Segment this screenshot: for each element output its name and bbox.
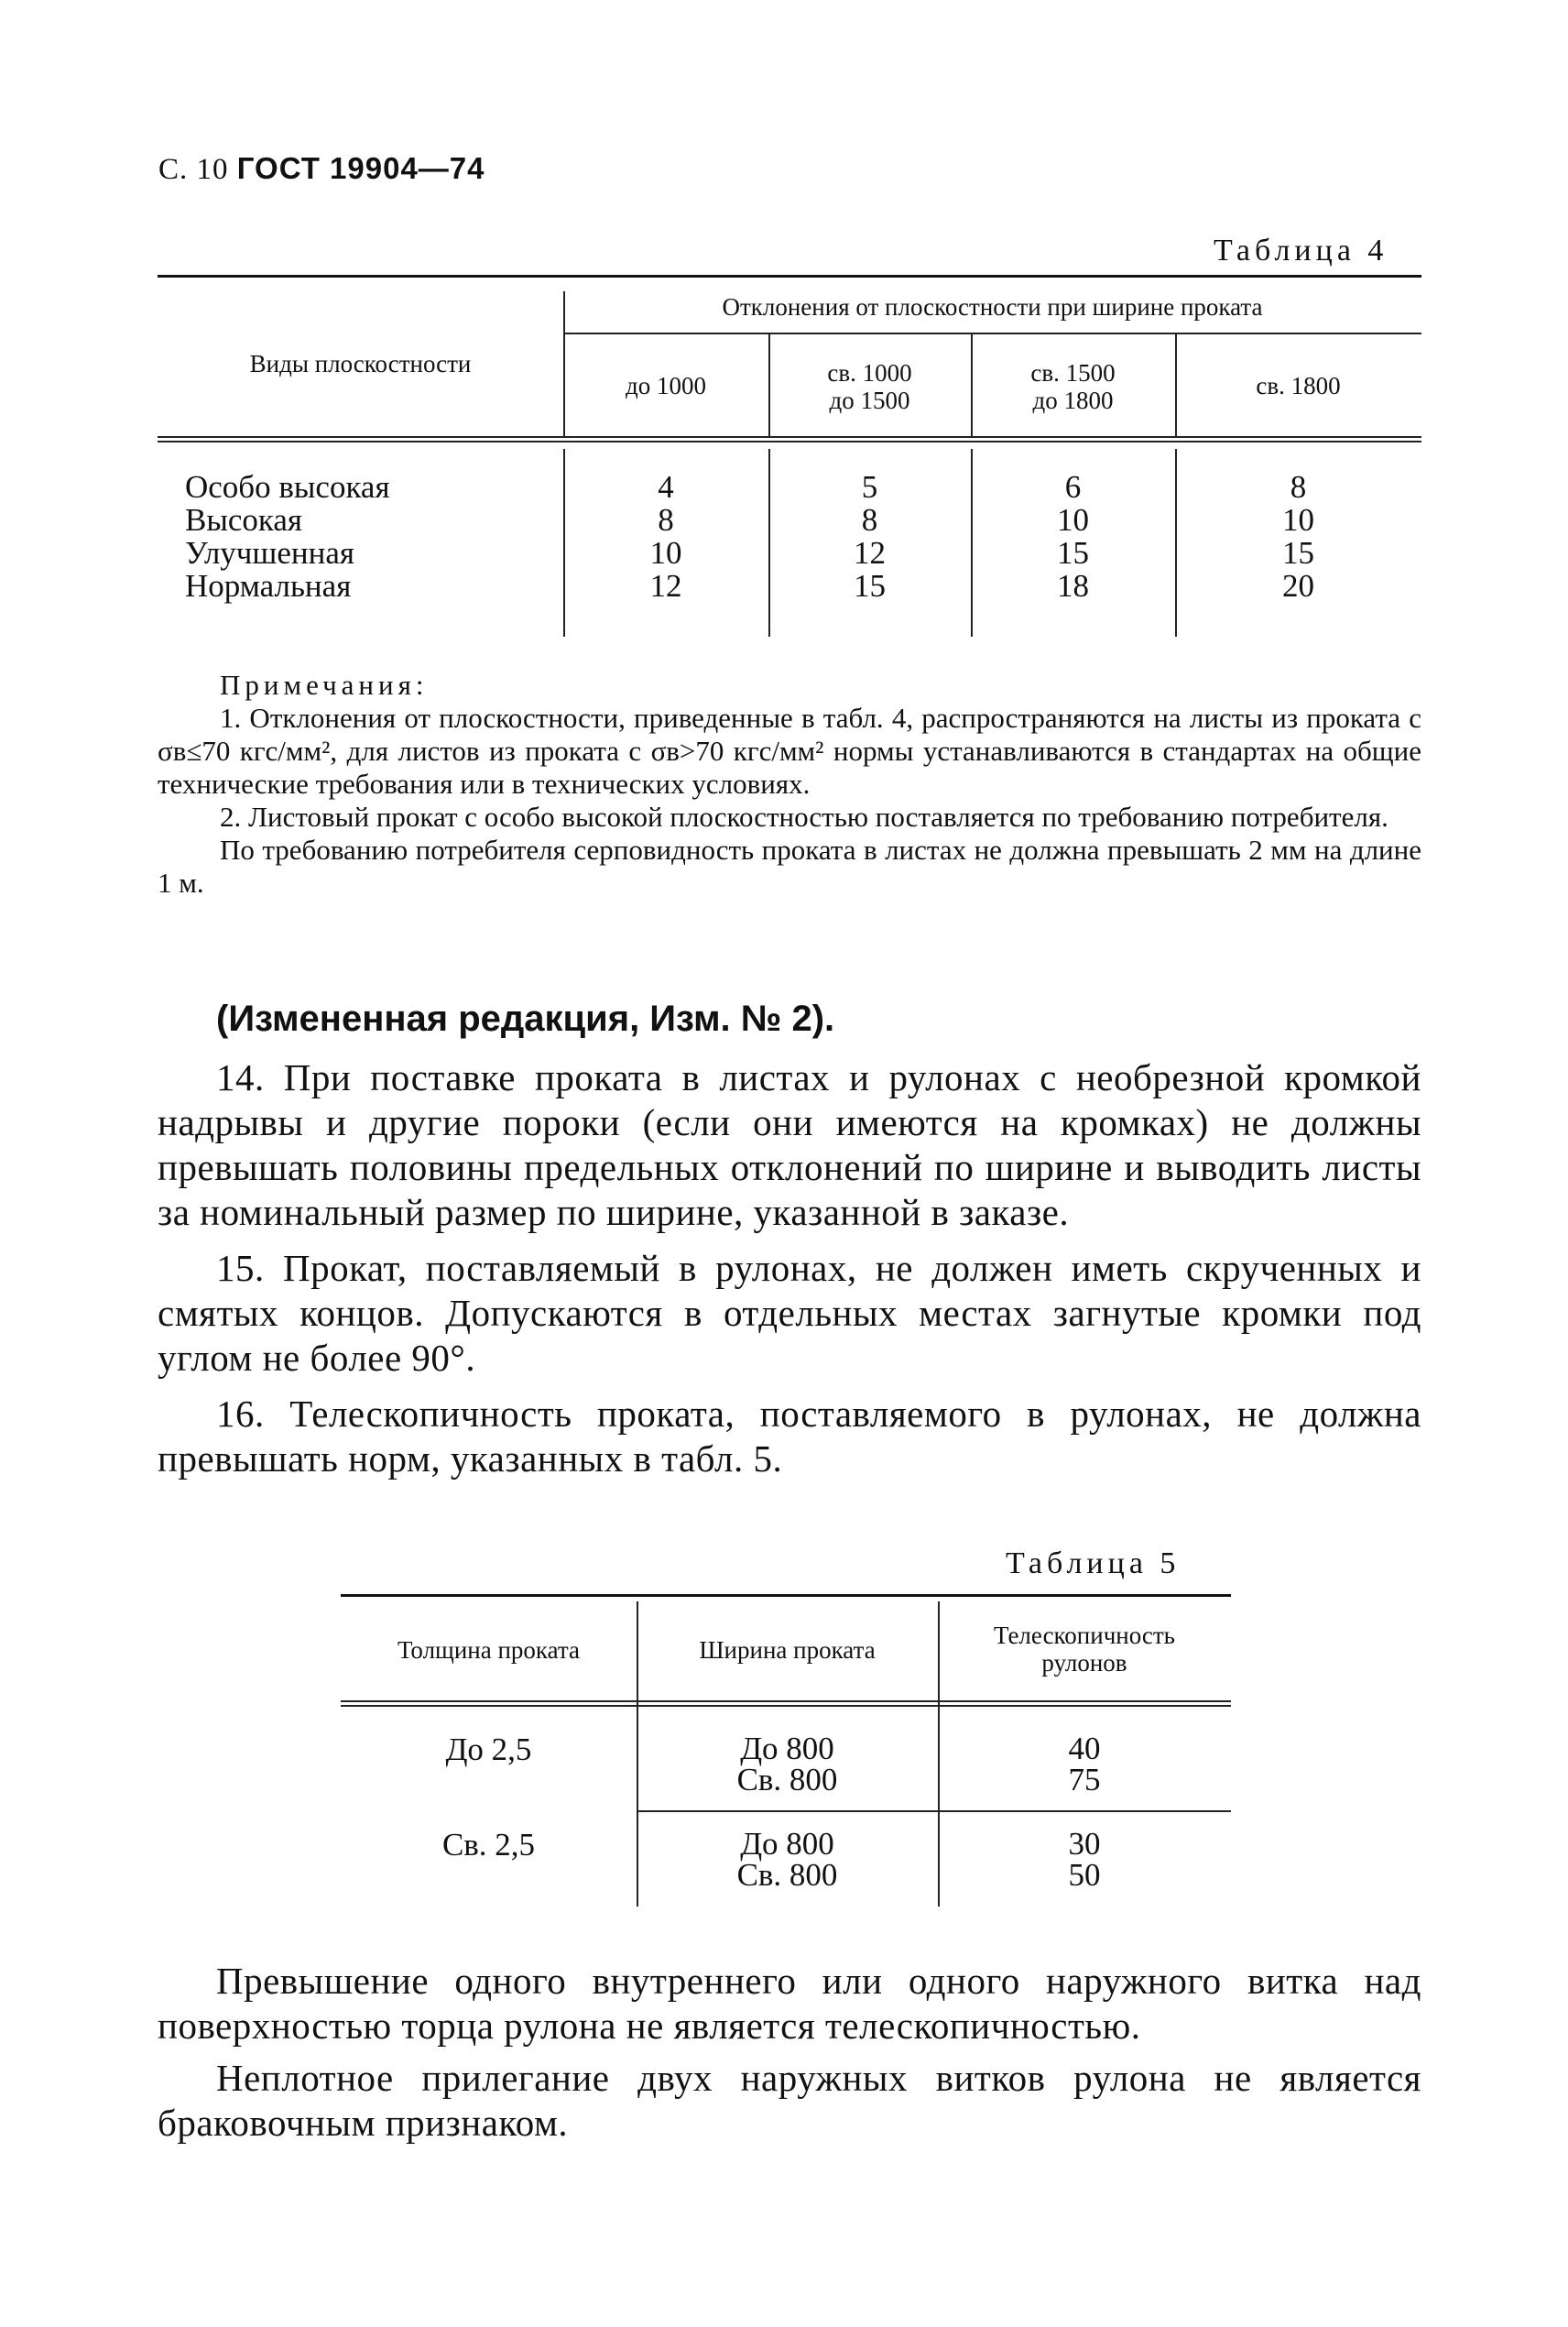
closing-paragraph-2: Неплотное прилегание двух наружных витков рулона не является браковочным признаком. (158, 2057, 1421, 2144)
table4-cell: 18 (1057, 568, 1089, 604)
table4-col-values (1175, 471, 1421, 603)
table4-cell: 20 (1282, 568, 1314, 604)
paragraph-16: 16. Телескопичность проката, поставляемого в рулонах, не должна превышать норм, указанных в табл. 5. (158, 1393, 1421, 1480)
table5-cell: Св. 800 (736, 1857, 838, 1893)
table4-group-header: Отклонения от плоскостности при ширине проката (722, 293, 1263, 321)
table4-cell: 10 (1057, 502, 1089, 538)
table4-row-names (185, 471, 551, 603)
note-3: По требованию потребителя серповидность проката в листах не должна превышать 2 мм на длине 1 м. (158, 834, 1421, 899)
table5-header: Толщина проката (397, 1636, 581, 1664)
page-header (158, 151, 485, 187)
table4-col-values (563, 471, 768, 603)
table4-row-name: Нормальная (185, 568, 352, 604)
table4-cell: 15 (1282, 535, 1314, 571)
table4 (158, 275, 1421, 641)
col-header-line: св. 1800 (1256, 372, 1341, 399)
table5-cell: 75 (1068, 1762, 1101, 1797)
closing-paragraph-1: Превышение одного внутреннего или одного наружного витка над поверхностью торца рулона не является телескопичностью. (158, 1960, 1421, 2047)
table5-header-rule-a (341, 1700, 1231, 1702)
table4-caption: Таблица 4 (1214, 234, 1388, 268)
table5-cell: Св. 800 (736, 1762, 838, 1797)
table5-cell: До 800 (740, 1731, 834, 1766)
main-text (158, 1055, 1421, 1481)
table4-cell: 6 (1064, 469, 1082, 505)
col-header-line: до 1000 (626, 372, 706, 399)
table5-thickness: Св. 2,5 (441, 1827, 536, 1863)
table4-cell: 12 (854, 535, 886, 571)
note-1: 1. Отклонения от плоскостности, приведенные в табл. 4, распространяются на листы из проката с σв≤70 кгс/мм², для листов из проката с σв>70 кгс/мм² нормы устанавливаются в стандартах на общие технические требования или в технических условиях. (158, 702, 1421, 800)
table5-header (938, 1622, 1231, 1677)
table5-cell: 50 (1068, 1857, 1101, 1893)
table5-header: Ширина проката (699, 1636, 876, 1664)
table4-cell: 8 (1290, 469, 1307, 505)
table5-cell: 40 (1068, 1731, 1101, 1766)
table4-row-name: Особо высокая (185, 469, 390, 505)
page-number: С. 10 (158, 153, 229, 186)
table5-values (938, 1733, 1231, 1796)
table4-cell: 15 (854, 568, 886, 604)
table4-col-header (971, 359, 1175, 414)
table4-notes (158, 669, 1421, 900)
table4-header-rule-a (158, 436, 1421, 438)
table5-cell: 30 (1068, 1826, 1101, 1862)
table5-header-line: Телескопичность (993, 1622, 1175, 1649)
table4-cell: 10 (1282, 502, 1314, 538)
table4-row-header: Виды плоскостности (249, 350, 472, 377)
table4-cell: 10 (649, 535, 682, 571)
table4-group-rule (563, 333, 1421, 334)
table4-cell: 5 (861, 469, 878, 505)
table5-header-line: рулонов (1041, 1649, 1127, 1677)
table5-caption: Таблица 5 (1006, 1546, 1181, 1580)
table4-cell: 4 (658, 469, 674, 505)
table4-col-values (971, 471, 1175, 603)
col-header-line: св. 1500 (1030, 359, 1116, 387)
standard-code: ГОСТ 19904—74 (236, 151, 485, 185)
table4-cell: 8 (861, 502, 878, 538)
table5-thickness: До 2,5 (445, 1732, 532, 1767)
table4-cell: 8 (658, 502, 674, 538)
col-header-line: до 1500 (829, 387, 910, 414)
table5-cell: До 800 (740, 1826, 834, 1862)
table4-col-header (563, 372, 768, 399)
col-header-line: до 1800 (1032, 387, 1114, 414)
table5 (341, 1594, 1231, 1906)
table4-col-values (768, 471, 971, 603)
paragraph-14: 14. При поставке проката в листах и рулонах с необрезной кромкой надрывы и другие пороки (если они имеются на кромках) не должны превышать половины предельных отклонений по ширине и выводить листы за номинальный размер по ширине, указанной в заказе. (158, 1056, 1421, 1233)
note-2: 2. Листовый прокат с особо высокой плоскостностью поставляется по требованию потребителя. (220, 801, 1388, 833)
table4-top-rule (158, 275, 1421, 278)
table5-group-rule (638, 1810, 1231, 1812)
table4-col-header (1175, 372, 1421, 399)
table4-row-name: Высокая (185, 502, 303, 538)
table5-widths (637, 1733, 938, 1796)
col-header-line: св. 1000 (827, 359, 912, 387)
table4-header-rule-b (158, 441, 1421, 442)
table4-cell: 15 (1057, 535, 1089, 571)
notes-title: Примечания: (220, 669, 429, 701)
table4-col-header (768, 359, 971, 414)
paragraph-15: 15. Прокат, поставляемый в рулонах, не должен иметь скрученных и смятых концов. Допускаются в отдельных местах загнутые кромки под углом не более 90°. (158, 1247, 1421, 1379)
table5-top-rule (341, 1594, 1231, 1597)
table5-values (938, 1826, 1231, 1893)
table4-row-name: Улучшенная (185, 535, 354, 571)
table5-header-rule-b (341, 1705, 1231, 1707)
table4-cell: 12 (649, 568, 682, 604)
table5-widths (637, 1826, 938, 1893)
closing-text (158, 1959, 1421, 2146)
amendment-note: (Измененная редакция, Изм. № 2). (216, 999, 835, 1039)
